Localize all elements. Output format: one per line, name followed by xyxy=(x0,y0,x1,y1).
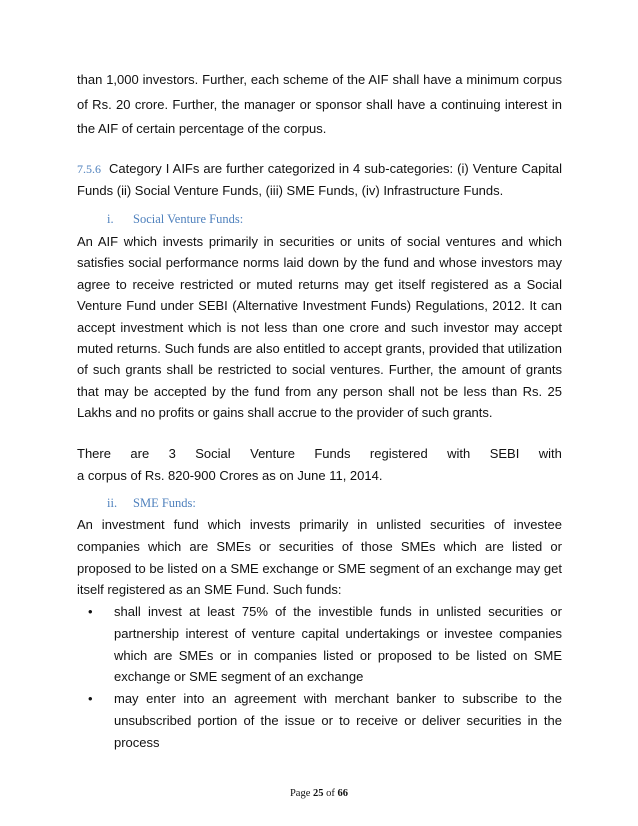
list-item xyxy=(77,601,562,688)
word: Venture xyxy=(250,446,295,461)
paragraph-category-i-text: Category I AIFs are further categorized in 4 sub-categories: (i) Venture Capital Funds (ii) Social Venture Funds, (iii) SME Funds, (iv) Infrastructure Funds. xyxy=(77,161,562,198)
word: 3 xyxy=(168,446,176,461)
paragraph-social-venture-funds: An AIF which invests primarily in securities or units of social ventures and which satisfies social performance norms laid down by the fund and whose investors may agree to receive restricted or muted returns may get itself registered as a Social Venture Fund under SEBI (Alternative Investment Funds) Regulations, 2012. It can accept investment which is not less than one crore and such investor may accept muted returns. Such funds are also entitled to accept grants, provided that utilization of such grants shall be restricted to social ventures. Further, the amount of grants that may be accepted by the fund from any person shall not be less than Rs. 25 Lakhs and no profits or gains shall accrue to the provider of such grants. xyxy=(77,234,562,421)
word: are xyxy=(130,446,150,461)
word: with xyxy=(538,446,562,461)
word: There xyxy=(77,446,111,461)
subheading-numeral: ii. xyxy=(107,496,118,510)
footer-of-label: of xyxy=(326,788,335,799)
list-item-text: shall invest at least 75% of the investible funds in unlisted securities or partnership interest of venture capital undertakings or investee companies which are SMEs or in companies listed or proposed to be listed on SME exchange or SME segment of an exchange xyxy=(114,604,562,685)
word: Social xyxy=(195,446,231,461)
bullet-list xyxy=(77,601,562,754)
list-item-text: may enter into an agreement with merchant banker to subscribe to the unsubscribed portion of the issue or to receive or deliver securities in the process xyxy=(114,691,562,750)
subheading-social-venture-funds xyxy=(107,212,243,227)
footer-current-page: 25 xyxy=(313,788,324,799)
footer-total-pages: 66 xyxy=(337,788,349,799)
word: with xyxy=(447,446,471,461)
word: Funds xyxy=(314,446,351,461)
page-footer xyxy=(0,788,638,799)
paragraph-sme-funds: An investment fund which invests primarily in unlisted securities of investee companies which are SMEs or securities of those SMEs which are listed or proposed to be listed on a SME exchange or SME segment of an exchange may get itself registered as an SME Fund. Such funds: xyxy=(77,517,562,598)
bullet-icon: • xyxy=(88,691,93,707)
list-item xyxy=(77,688,562,753)
subheading-sme-funds xyxy=(107,496,196,511)
subheading-numeral: i. xyxy=(107,212,114,226)
subheading-title: Social Venture Funds: xyxy=(133,212,244,226)
paragraph-registered-funds xyxy=(77,443,562,486)
paragraph-aif-corpus: than 1,000 investors. Further, each scheme of the AIF shall have a minimum corpus of Rs. 20 crore. Further, the manager or sponsor shall have a continuing interest in the AIF of certain percentage of the corpus. xyxy=(77,72,562,136)
subheading-title: SME Funds: xyxy=(133,496,196,510)
section-number: 7.5.6 xyxy=(77,162,101,176)
word: SEBI xyxy=(489,446,520,461)
footer-page-label: Page xyxy=(289,788,311,799)
spread-line xyxy=(77,443,562,465)
word: registered xyxy=(369,446,428,461)
bullet-icon: • xyxy=(88,604,93,619)
paragraph-category-i xyxy=(77,158,562,202)
registered-funds-line-2: a corpus of Rs. 820-900 Crores as on June 11, 2014. xyxy=(77,467,383,483)
